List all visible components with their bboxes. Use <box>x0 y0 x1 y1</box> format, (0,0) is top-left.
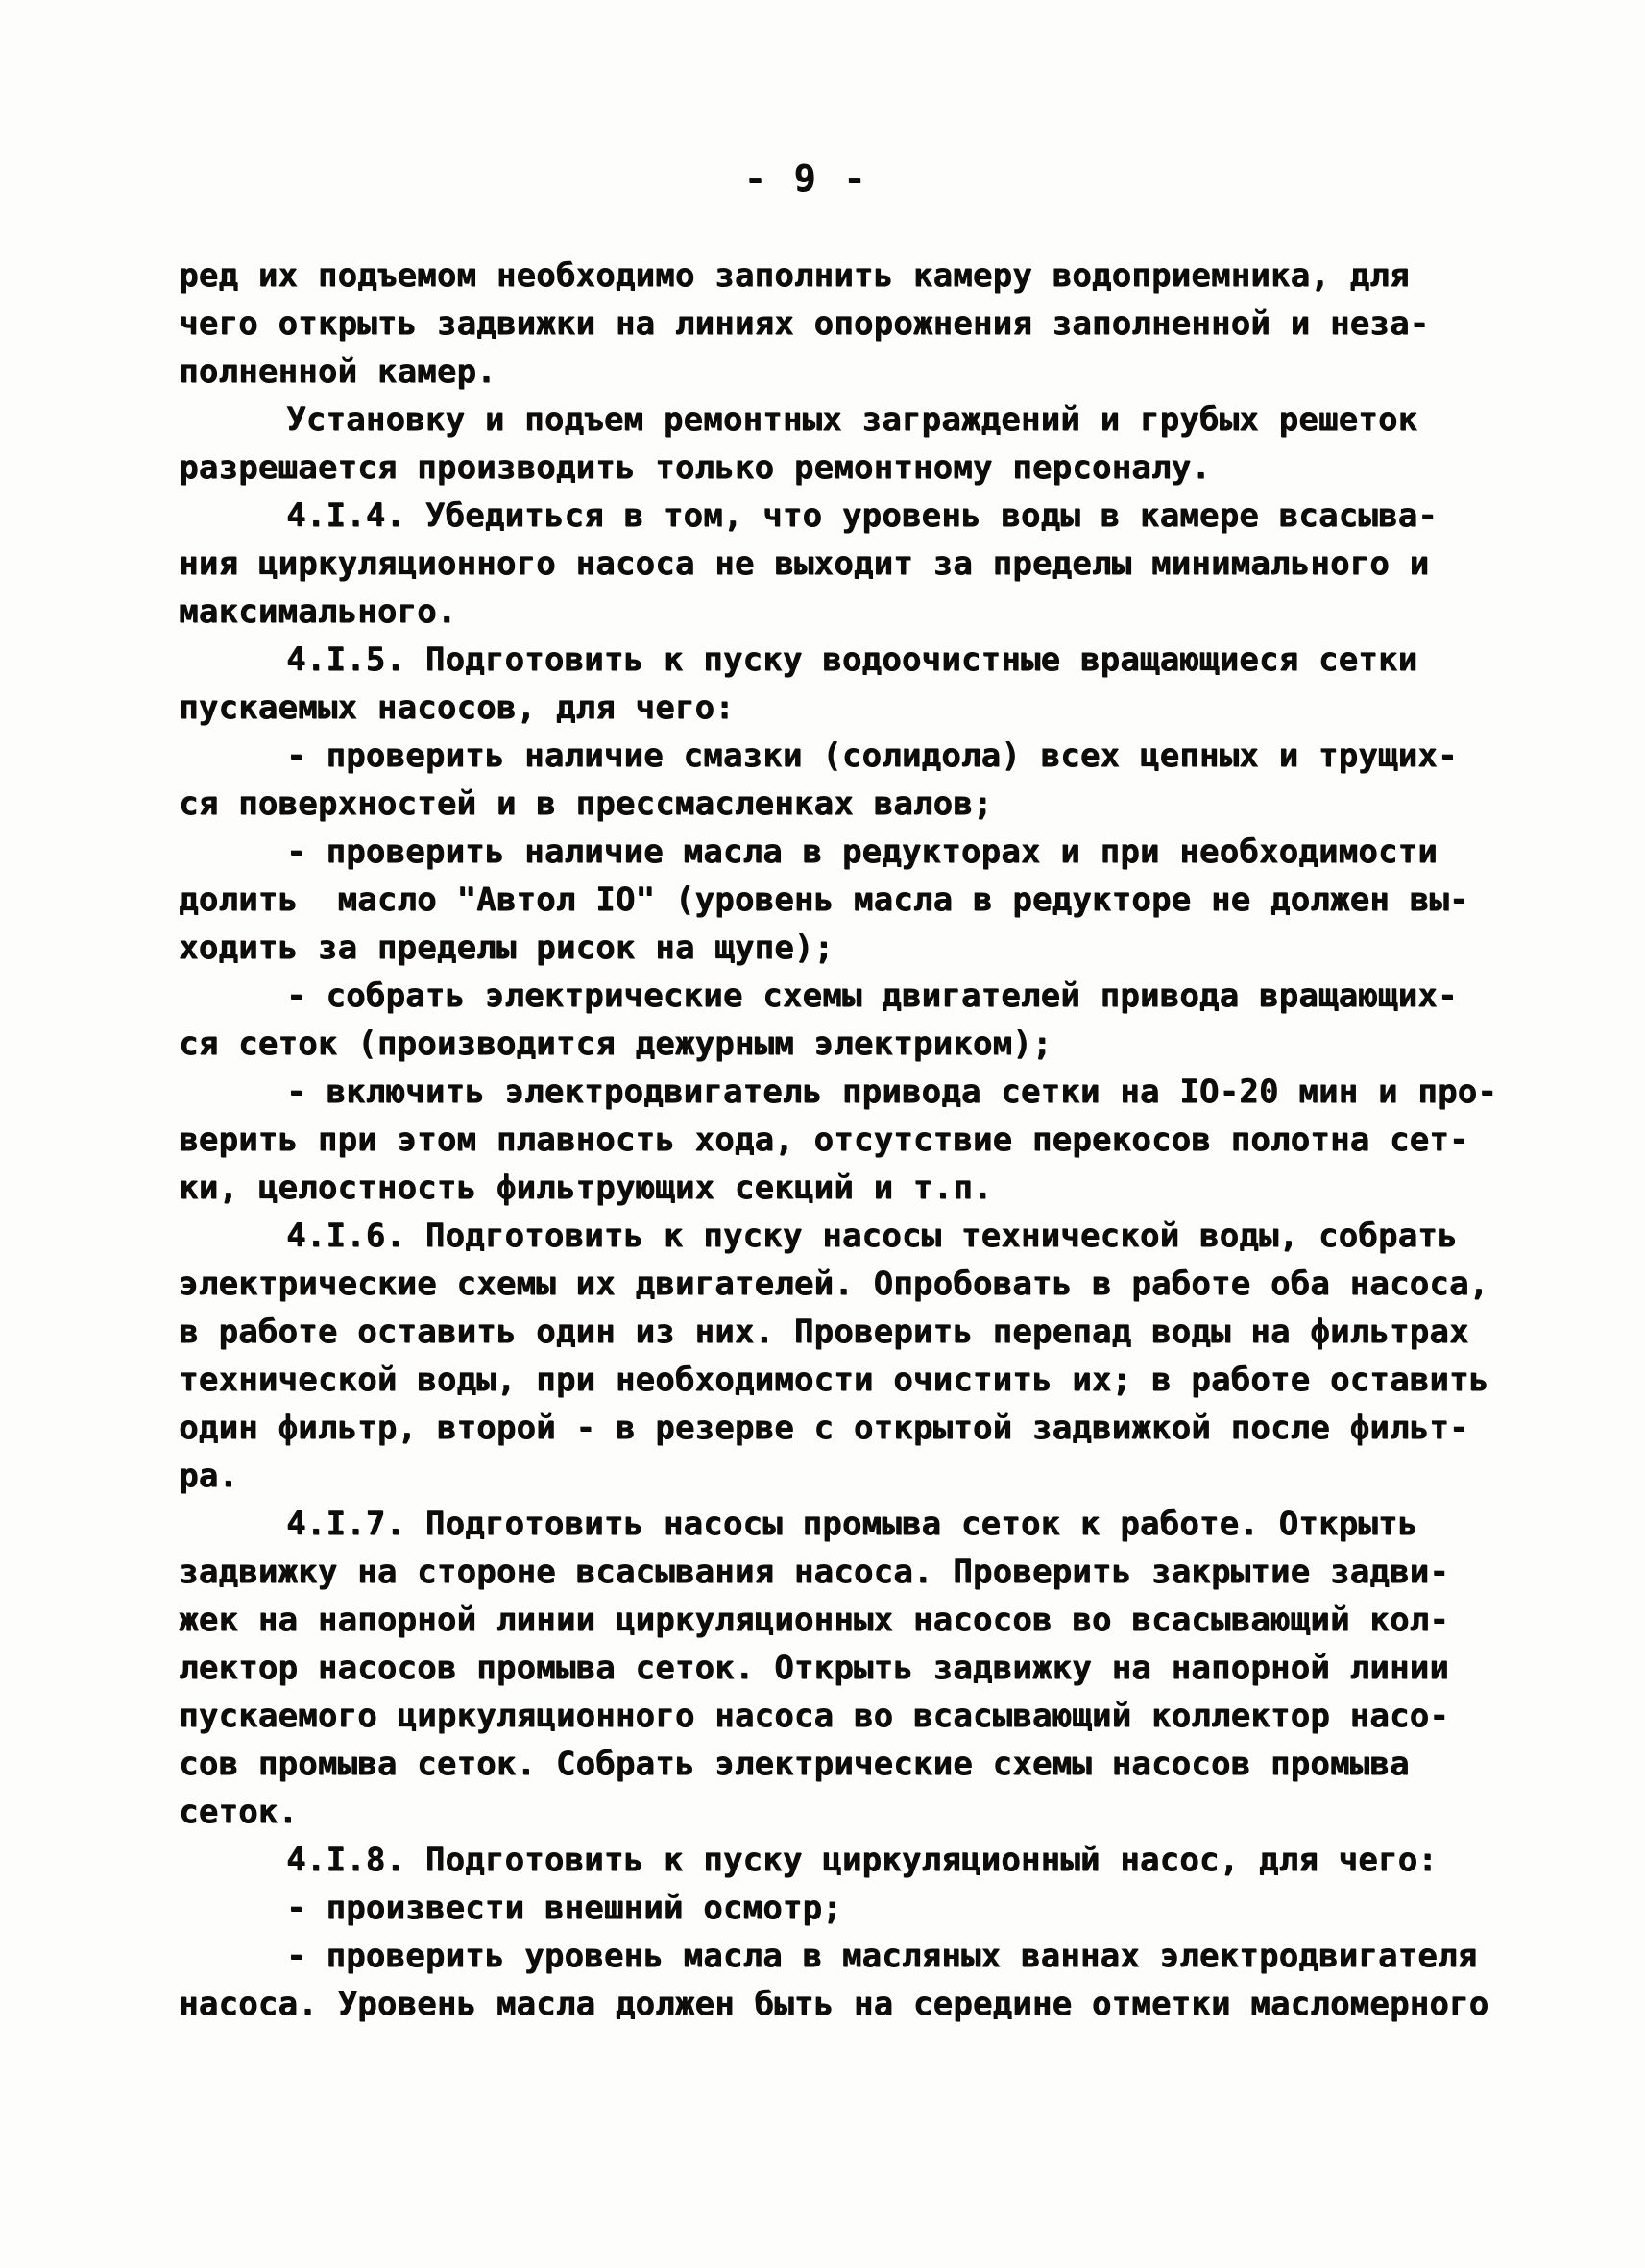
text-line: полненной камер. <box>179 352 496 391</box>
text-line: сеток. <box>179 1793 299 1831</box>
text-line: ра. <box>179 1457 239 1495</box>
text-line: один фильтр, второй - в резерве с открытой задвижкой после фильт- <box>179 1409 1469 1447</box>
text-line: - проверить наличие масла в редукторах и при необходимости <box>286 832 1438 871</box>
text-line: 4.I.8. Подготовить к пуску циркуляционный насос, для чего: <box>286 1841 1438 1879</box>
text-line: - проверить наличие смазки (солидола) всех цепных и трущих- <box>286 736 1458 775</box>
text-line: в работе оставить один из них. Проверить перепад воды на фильтрах <box>179 1313 1469 1351</box>
text-line: 4.I.6. Подготовить к пуску насосы технической воды, собрать <box>286 1217 1458 1255</box>
text-line: - произвести внешний осмотр; <box>286 1889 842 1927</box>
text-line: ки, целостность фильтрующих секций и т.п. <box>179 1169 993 1207</box>
text-line: ся сеток (производится дежурным электриком); <box>179 1025 1052 1063</box>
text-line: пускаемых насосов, для чего: <box>179 688 735 727</box>
text-line: 4.I.7. Подготовить насосы промыва сеток к работе. Открыть <box>286 1505 1418 1543</box>
text-line: насоса. Уровень масла должен быть на середине отметки масломерного <box>179 1985 1489 2023</box>
text-line: - включить электродвигатель привода сетки на IO-20 мин и про- <box>286 1073 1497 1111</box>
text-line: ходить за пределы рисок на щупе); <box>179 929 835 967</box>
text-line: ся поверхностей и в прессмасленках валов; <box>179 784 993 823</box>
text-line: ния циркуляционного насоса не выходит за пределы минимального и <box>179 544 1430 583</box>
text-line: верить при этом плавность хода, отсутствие перекосов полотна сет- <box>179 1121 1469 1159</box>
text-line: долить масло "Автол IO" (уровень масла в редукторе не должен вы- <box>179 881 1469 919</box>
text-line: 4.I.4. Убедиться в том, что уровень воды в камере всасыва- <box>286 496 1438 535</box>
text-line: ред их подъемом необходимо заполнить камеру водоприемника, для <box>179 256 1410 295</box>
text-line: 4.I.5. Подготовить к пуску водоочистные вращающиеся сетки <box>286 640 1418 679</box>
page-number: - 9 - <box>743 157 869 200</box>
text-line: лектор насосов промыва сеток. Открыть задвижку на напорной линии <box>179 1649 1449 1687</box>
text-line: разрешается производить только ремонтному персоналу. <box>179 448 1211 487</box>
text-line: чего открыть задвижки на линиях опорожнения заполненной и неза- <box>179 304 1430 343</box>
document-body <box>179 252 1581 2028</box>
text-line: - проверить уровень масла в масляных ваннах электродвигателя <box>286 1937 1478 1975</box>
text-line: жек на напорной линии циркуляционных насосов во всасывающий кол- <box>179 1601 1449 1639</box>
text-line: задвижку на стороне всасывания насоса. Проверить закрытие задви- <box>179 1553 1449 1591</box>
text-line: пускаемого циркуляционного насоса во всасывающий коллектор насо- <box>179 1697 1449 1735</box>
text-line: технической воды, при необходимости очистить их; в работе оставить <box>179 1361 1489 1399</box>
text-line: - собрать электрические схемы двигателей привода вращающих- <box>286 977 1458 1015</box>
text-line: максимального. <box>179 592 457 631</box>
text-line: Установку и подъем ремонтных заграждений и грубых решеток <box>286 400 1418 439</box>
text-line: электрические схемы их двигателей. Опробовать в работе оба насоса, <box>179 1265 1489 1303</box>
text-line: сов промыва сеток. Собрать электрические схемы насосов промыва <box>179 1745 1410 1783</box>
